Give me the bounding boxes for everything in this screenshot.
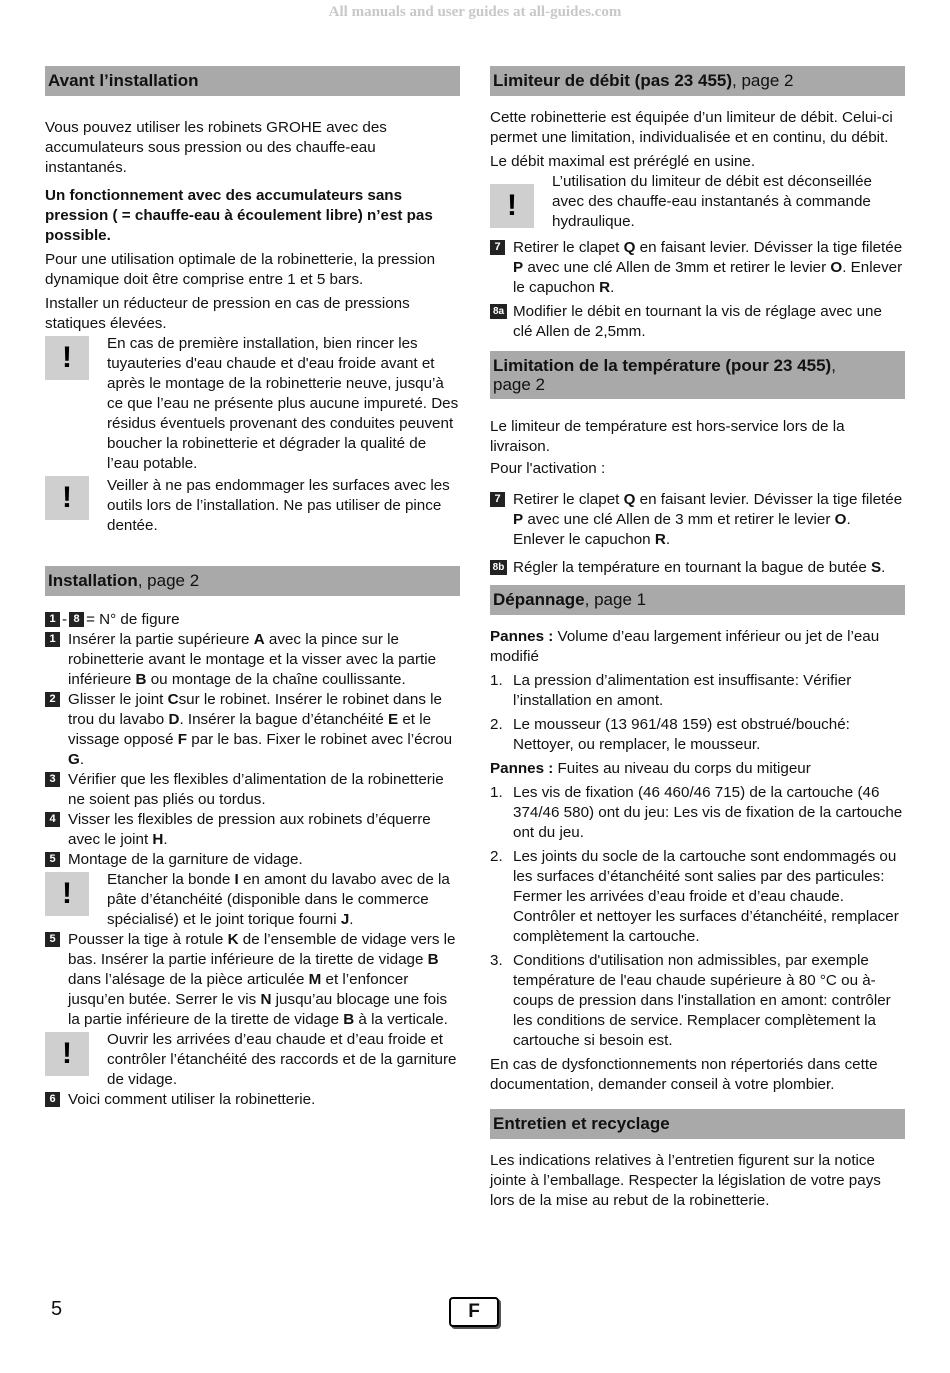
watermark: All manuals and user guides at all-guides.com bbox=[328, 4, 622, 20]
warning-icon: ! bbox=[45, 336, 89, 380]
section-header-entretien: Entretien et recyclage bbox=[490, 1109, 905, 1139]
paragraph-bold: Un fonctionnement avec des accumulateurs sans pression ( = chauffe-eau à écoulement libre) n’est pas possible. bbox=[45, 187, 433, 244]
warning-text: En cas de première installation, bien rincer les tuyauteries d'eau chaude et d'eau froide avant et après le montage de la robinetterie neuve, jusqu’à ce que l’eau ne présente plus aucune impureté. Des résidus éventuels provenant des conduites peuvent boucher la robinetterie et dégrader la qualité de l’eau potable. bbox=[107, 335, 459, 472]
step-badge: 8b bbox=[490, 560, 507, 575]
paragraph: Les indications relatives à l’entretien figurent sur la notice jointe à l’emballage. Respecter la législation de votre pays lors de la mise au rebut de la robinetterie. bbox=[490, 1152, 881, 1209]
step-badge: 7 bbox=[490, 492, 505, 507]
pannes-heading: Pannes : Volume d’eau largement inférieur ou jet de l’eau modifié bbox=[490, 628, 880, 665]
page-number: 5 bbox=[51, 1298, 63, 1320]
warning-block: ! Etancher la bonde I en amont du lavabo avec de la pâte d’étanchéité (disponible dans le commerce spécialisé) et le joint torique fourni J. bbox=[45, 870, 460, 930]
step-badge: 8 bbox=[69, 612, 84, 627]
figure-legend: 1 - 8 = N° de figure bbox=[45, 610, 460, 630]
step-badge: 6 bbox=[45, 1092, 60, 1107]
step-3: 3 Vérifier que les flexibles d’alimentation de la robinetterie ne soient pas pliés ou tordus. bbox=[45, 770, 460, 810]
step-7: 7 Retirer le clapet Q en faisant levier. Dévisser la tige filetée P avec une clé Allen de 3 mm et retirer le levier O. Enlever le capuchon R. bbox=[490, 490, 905, 550]
paragraph: Pour une utilisation optimale de la robinetterie, la pression dynamique doit être comprise entre 1 et 5 bars. bbox=[45, 251, 436, 288]
step-8a: 8a Modifier le débit en tournant la vis de réglage avec une clé Allen de 2,5mm. bbox=[490, 302, 905, 342]
warning-icon: ! bbox=[45, 872, 89, 916]
step-4: 4 Visser les flexibles de pression aux robinets d’équerre avec le joint H. bbox=[45, 810, 460, 850]
list-item: 1. La pression d’alimentation est insuffisante: Vérifier l’installation en amont. bbox=[490, 672, 852, 709]
step-8b: 8b Régler la température en tournant la bague de butée S. bbox=[490, 556, 905, 579]
step-badge: 5 bbox=[45, 932, 60, 947]
right-column bbox=[490, 66, 905, 1211]
left-column bbox=[45, 66, 460, 1110]
warning-block: ! L’utilisation du limiteur de débit est déconseillée avec des chauffe-eau instantanés à commande hydraulique. bbox=[490, 172, 905, 232]
language-badge: F bbox=[449, 1297, 499, 1327]
section-header-installation: Installation, page 2 bbox=[45, 566, 460, 596]
section-header-avant: Avant l’installation bbox=[45, 66, 460, 96]
section-header-limiteur: Limiteur de débit (pas 23 455), page 2 bbox=[490, 66, 905, 96]
list-item: 2. Le mousseur (13 961/48 159) est obstrué/bouché: Nettoyer, ou remplacer, le mousseur. bbox=[490, 716, 850, 753]
step-badge: 1 bbox=[45, 632, 60, 647]
warning-icon: ! bbox=[45, 476, 89, 520]
warning-icon: ! bbox=[45, 1032, 89, 1076]
warning-block: ! Ouvrir les arrivées d’eau chaude et d’eau froide et contrôler l’étanchéité des raccords et de la garniture de vidage. bbox=[45, 1030, 460, 1090]
paragraph: Le débit maximal est préréglé en usine. bbox=[490, 153, 756, 170]
paragraph: Cette robinetterie est équipée d’un limiteur de débit. Celui-ci permet une limitation, individualisée et en continu, du débit. bbox=[490, 109, 893, 146]
warning-text: Veiller à ne pas endommager les surfaces avec les outils lors de l’installation. Ne pas utiliser de pince dentée. bbox=[107, 477, 450, 534]
paragraph: En cas de dysfonctionnements non répertoriés dans cette documentation, demander conseil à votre plombier. bbox=[490, 1056, 878, 1093]
step-badge: 4 bbox=[45, 812, 60, 827]
list-item: 2. Les joints du socle de la cartouche sont endommagés ou les surfaces d’étanchéité sont salies par des particules: Fermer les arrivées d’eau froide et d’eau chaude. Contrôler et nettoyer les surfaces d’étanchéité, remplacer complètement la cartouche. bbox=[490, 848, 899, 945]
paragraph: Vous pouvez utiliser les robinets GROHE avec des accumulateurs sous pression ou des chauffe-eau instantanés. bbox=[45, 119, 387, 176]
step-5: 5 Montage de la garniture de vidage. bbox=[45, 850, 460, 870]
section-header-depannage: Dépannage, page 1 bbox=[490, 585, 905, 615]
step-7: 7 Retirer le clapet Q en faisant levier. Dévisser la tige filetée P avec une clé Allen de 3mm et retirer le levier O. Enlever le capuchon R. bbox=[490, 238, 905, 298]
step-2: 2 Glisser le joint Csur le robinet. Insérer le robinet dans le trou du lavabo D. Insérer la bague d’étanchéité E et le vissage opposé F par le bas. Fixer le robinet avec l’écrou G. bbox=[45, 690, 460, 770]
step-badge: 1 bbox=[45, 612, 60, 627]
step-badge: 7 bbox=[490, 240, 505, 255]
step-badge: 8a bbox=[490, 304, 507, 319]
step-badge: 5 bbox=[45, 852, 60, 867]
paragraph: Installer un réducteur de pression en cas de pressions statiques élevées. bbox=[45, 295, 410, 332]
step-badge: 3 bbox=[45, 772, 60, 787]
warning-block bbox=[45, 476, 460, 536]
warning-block bbox=[45, 334, 460, 474]
step-6: 6 Voici comment utiliser la robinetterie. bbox=[45, 1090, 460, 1110]
pannes-heading: Pannes : Fuites au niveau du corps du mitigeur bbox=[490, 760, 811, 777]
paragraph: Le limiteur de température est hors-service lors de la livraison. bbox=[490, 418, 845, 455]
step-badge: 2 bbox=[45, 692, 60, 707]
warning-icon: ! bbox=[490, 184, 534, 228]
list-item: 3. Conditions d'utilisation non admissibles, par exemple température de l'eau chaude supérieure à 80 °C ou à-coups de pression dans l'installation en amont: contrôler les conditions de service. Remplacer complètement la cartouche si besoin est. bbox=[490, 952, 891, 1049]
step-5b: 5 Pousser la tige à rotule K de l’ensemble de vidage vers le bas. Insérer la partie inférieure de la tirette de vidage B dans l’alésage de la pièce articulée M et l’enfoncer jusqu’en butée. Serrer le vis N jusqu’au blocage une fois la partie inférieure de la tirette de vidage B à la verticale. bbox=[45, 930, 460, 1030]
paragraph: Pour l'activation : bbox=[490, 460, 606, 477]
step-1: 1 Insérer la partie supérieure A avec la pince sur le robinetterie avant le montage et la visser avec la partie inférieure B ou montage de la chaîne coullissante. bbox=[45, 630, 460, 690]
list-item: 1. Les vis de fixation (46 460/46 715) de la cartouche (46 374/46 580) ont du jeu: Les vis de fixation de la cartouche ont du jeu. bbox=[490, 784, 903, 841]
section-header-temperature: Limitation de la température (pour 23 455), page 2 bbox=[490, 351, 905, 399]
